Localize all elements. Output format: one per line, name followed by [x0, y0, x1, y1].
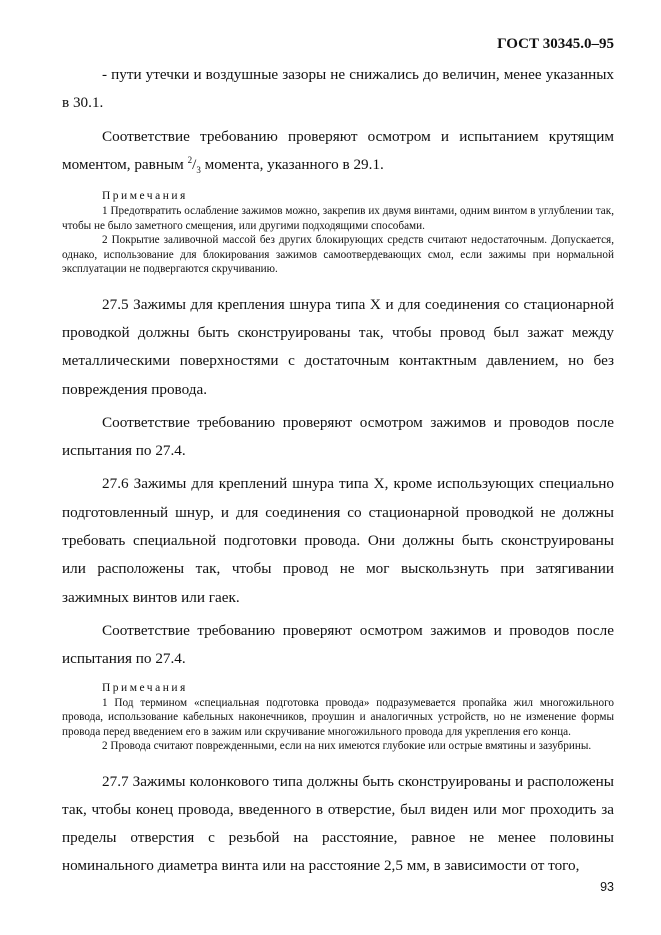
paragraph-2-end: момента, указанного в 29.1.	[200, 155, 384, 173]
note-1-1: 1 Предотвратить ослабление зажимов можно, закрепив их двумя винтами, одним винтом в углублении так, чтобы не было заметного смещения, или другими подходящими способами.	[62, 205, 614, 232]
paragraph-27-7: 27.7 Зажимы колонкового типа должны быть сконструированы и расположены так, чтобы конец провода, введенного в отверстие, был виден или мог проходить за пределы отверстия с резьбой на расстояние, равное не менее половины номинального диаметра винта или на расстояние 2,5 мм, в зависимости от того,	[62, 772, 614, 875]
paragraph-27-5: 27.5 Зажимы для крепления шнура типа X и для соединения со стационарной проводкой должны быть сконструированы так, чтобы провод был зажат между металлическими поверхностями с достаточным контактным давлением, но без повреждения провода.	[62, 295, 614, 398]
page-number: 93	[600, 880, 614, 894]
paragraph-2-start: Соответствие требованию проверяют осмотром и испытанием крутящим моментом, равным	[62, 127, 614, 173]
standard-header: ГОСТ 30345.0–95	[497, 36, 614, 52]
fraction-numerator: 2	[187, 154, 193, 165]
paragraph-1: - пути утечки и воздушные зазоры не снижались до величин, менее указанных в 30.1.	[62, 66, 614, 112]
note-2-1: 1 Под термином «специальная подготовка провода» подразумевается пропайка жил многожильного провода, использование кабельных наконечников, проушин и аналогичных устройств, но не изменение формы провода перед введением его в зажим или скручивание многожильного провода для укрепления его конца.	[62, 696, 614, 738]
paragraph-2: Соответствие требованию проверяют осмотром и испытанием крутящим моментом, равным $^2/_3$ момента, указанного в 29.1.	[62, 127, 614, 175]
note-1-2: 2 Покрытие заливочной массой без других блокирующих средств считают недостаточным. Допускается, однако, использование для блокирования зажимов самоотвердевающих смол, если зажимы при нормальной эксплуатации не подвергаются скручиванию.	[62, 234, 614, 276]
note-2-2: 2 Провода считают поврежденными, если на них имеются глубокие или острые вмятины и зазубрины.	[102, 740, 592, 753]
fraction-denominator: 3	[196, 164, 201, 175]
paragraph-check-2: Соответствие требованию проверяют осмотром зажимов и проводов после испытания по 27.4.	[62, 621, 614, 668]
main-text	[62, 61, 614, 881]
notes-title-1: Примечания	[102, 190, 188, 203]
notes-title-2: Примечания	[102, 681, 188, 694]
paragraph-check-1: Соответствие требованию проверяют осмотром зажимов и проводов после испытания по 27.4.	[62, 413, 614, 460]
paragraph-27-6: 27.6 Зажимы для креплений шнура типа X, кроме использующих специально подготовленный шнур, и для соединения со стационарной проводкой не должны требовать специальной подготовки провода. Они должны быть сконструированы или расположены так, чтобы провод не мог выскользнуть при затягивании зажимных винтов или гаек.	[62, 475, 614, 606]
notes-block-1	[62, 188, 614, 277]
notes-block-2	[62, 680, 614, 754]
